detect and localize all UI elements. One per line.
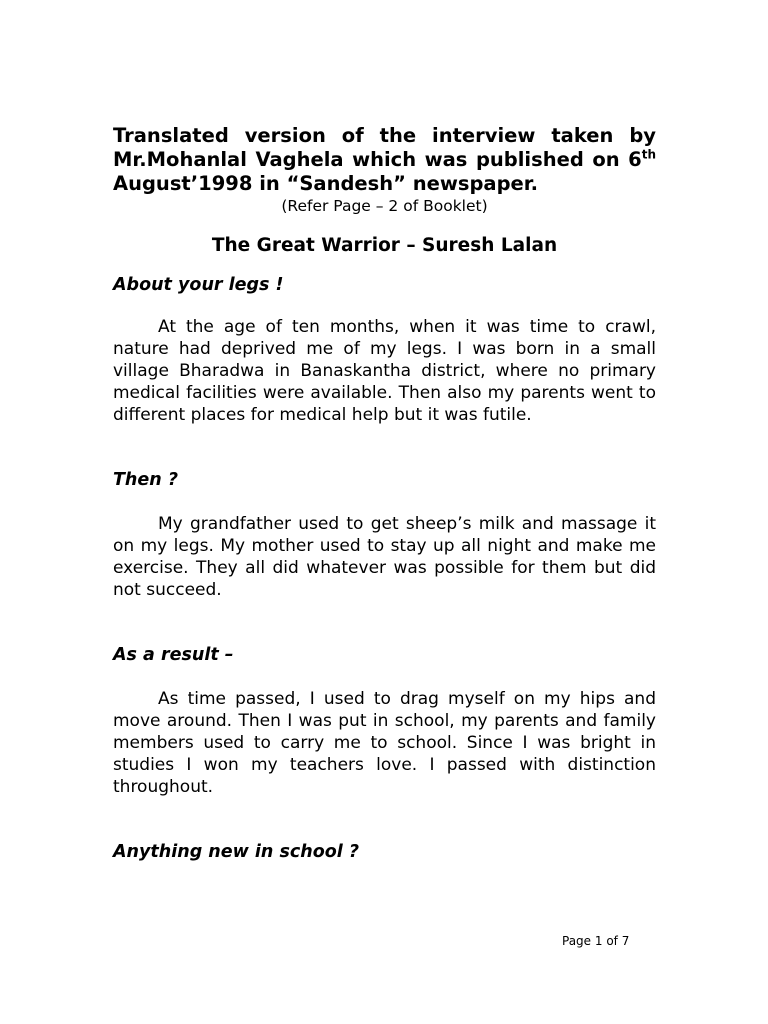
document-title [113, 124, 656, 196]
answer-paragraph: My grandfather used to get sheep’s milk and massage it on my legs. My mother used to stay up all night and make me exercise. They all did whatever was possible for them but did not succeed. [113, 514, 656, 600]
page-number: Page 1 of 7 [562, 934, 630, 948]
answer-paragraph: As time passed, I used to drag myself on my hips and move around. Then I was put in school, my parents and family members used to carry me to school. Since I was bright in studies I won my teachers love. I passed with distinction throughout. [113, 689, 656, 797]
answer-paragraph: At the age of ten months, when it was time to crawl, nature had deprived me of my legs. I was born in a small village Bharadwa in Banaskantha district, where no primary medical facilities were available. Then also my parents went to different places for medical help but it was futile. [113, 317, 656, 425]
question-heading: Anything new in school ? [113, 842, 359, 862]
question-heading: About your legs ! [113, 275, 284, 295]
reference-note: (Refer Page – 2 of Booklet) [281, 197, 488, 215]
question-heading: Then ? [113, 470, 178, 490]
document-page [113, 124, 656, 863]
title-text-part1: Translated version of the interview taken by Mr.Mohanlal Vaghela which was published on 6 [113, 124, 656, 171]
main-heading: The Great Warrior – Suresh Lalan [211, 235, 558, 256]
title-superscript: th [641, 147, 656, 162]
title-text-part2: August’1998 in “Sandesh” newspaper. [113, 172, 539, 195]
question-heading: As a result – [113, 645, 234, 665]
